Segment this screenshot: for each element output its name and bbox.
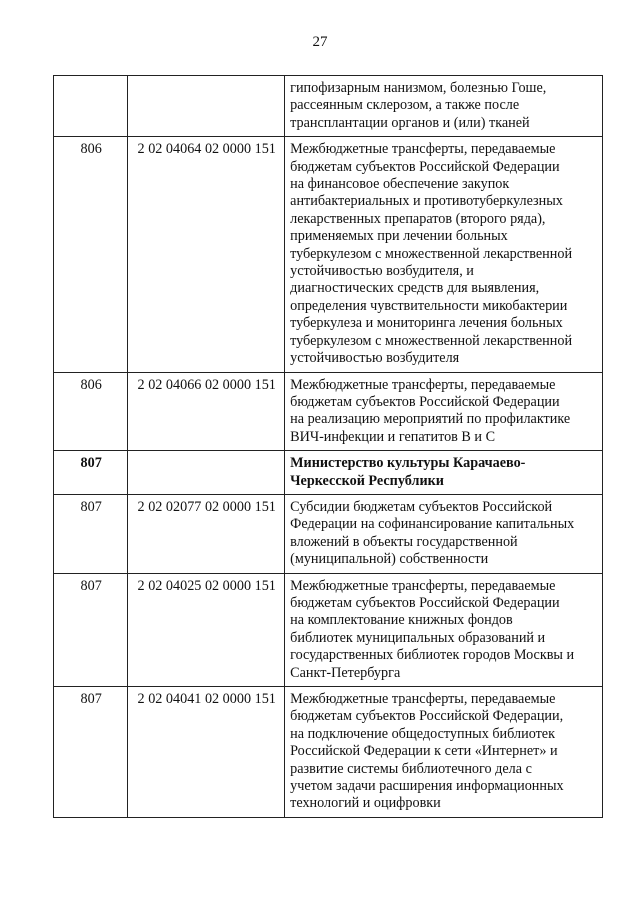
description-line: Федерации на софинансирование капитальных bbox=[290, 516, 575, 533]
description-line: устойчивостью возбудителя bbox=[290, 350, 460, 367]
table-row bbox=[54, 687, 603, 818]
page-number: 27 bbox=[312, 34, 328, 50]
budget-classification-code-cell: 2 02 02077 02 0000 151 bbox=[128, 494, 285, 573]
admin-code-cell: 807 bbox=[54, 687, 128, 818]
admin-code-cell: 807 bbox=[54, 451, 128, 495]
description-line: ВИЧ-инфекции и гепатитов В и С bbox=[290, 428, 496, 445]
description-line: туберкулеза и мониторинга лечения больных bbox=[290, 315, 563, 332]
budget-classification-code-cell bbox=[128, 76, 285, 137]
description-line: лекарственных препаратов (второго ряда), bbox=[290, 210, 546, 227]
admin-code-cell bbox=[54, 76, 128, 137]
description-cell bbox=[285, 451, 603, 495]
admin-code-cell: 806 bbox=[54, 137, 128, 372]
description-line: на реализацию мероприятий по профилактике bbox=[290, 411, 571, 428]
description-line: трансплантации органов и (или) тканей bbox=[290, 114, 530, 131]
description-line: Министерство культуры Карачаево- bbox=[290, 455, 526, 472]
description-line: диагностических средств для выявления, bbox=[290, 280, 540, 297]
budget-classification-code-cell: 2 02 04025 02 0000 151 bbox=[128, 573, 285, 686]
description-line: Межбюджетные трансферты, передаваемые bbox=[290, 141, 556, 158]
description-line: развитие системы библиотечного дела с bbox=[290, 760, 532, 777]
table-row bbox=[54, 494, 603, 573]
description-line: на финансовое обеспечение закупок bbox=[290, 176, 510, 193]
description-cell bbox=[285, 137, 603, 372]
description-cell bbox=[285, 687, 603, 818]
description-line: гипофизарным нанизмом, болезнью Гоше, bbox=[290, 80, 547, 96]
description-line: библиотек муниципальных образований и bbox=[290, 629, 546, 646]
description-line: бюджетам субъектов Российской Федерации bbox=[290, 158, 560, 175]
description-cell bbox=[285, 573, 603, 686]
budget-classification-code-cell bbox=[128, 451, 285, 495]
description-line: туберкулезом с множественной лекарственной bbox=[290, 245, 573, 262]
description-line: определения чувствительности микобактерии bbox=[290, 297, 568, 314]
description-line: государственных библиотек городов Москвы и bbox=[290, 647, 575, 664]
description-line: Черкесской Республики bbox=[290, 472, 444, 489]
description-line: вложений в объекты государственной bbox=[290, 533, 518, 550]
description-cell bbox=[285, 372, 603, 451]
description-cell bbox=[285, 76, 603, 137]
description-line: рассеянным склерозом, а также после bbox=[290, 97, 520, 114]
description-line: на комплектование книжных фондов bbox=[290, 612, 513, 629]
budget-classification-code-cell: 2 02 04066 02 0000 151 bbox=[128, 372, 285, 451]
description-line: технологий и оцифровки bbox=[290, 795, 441, 812]
table-body bbox=[54, 76, 603, 818]
description-line: на подключение общедоступных библиотек bbox=[290, 725, 555, 742]
admin-code-cell: 806 bbox=[54, 372, 128, 451]
budget-codes-table bbox=[53, 75, 603, 818]
description-line: Межбюджетные трансферты, передаваемые bbox=[290, 577, 556, 594]
table-row bbox=[54, 76, 603, 137]
description-line: (муниципальной) собственности bbox=[290, 551, 489, 568]
description-line: Санкт-Петербурга bbox=[290, 664, 401, 681]
description-line: бюджетам субъектов Российской Федерации bbox=[290, 594, 560, 611]
table-row bbox=[54, 573, 603, 686]
table-row bbox=[54, 137, 603, 372]
budget-classification-code-cell: 2 02 04041 02 0000 151 bbox=[128, 687, 285, 818]
description-line: бюджетам субъектов Российской Федерации, bbox=[290, 708, 564, 725]
table-row bbox=[54, 451, 603, 495]
description-cell bbox=[285, 494, 603, 573]
description-line: устойчивостью возбудителя, и bbox=[290, 263, 474, 280]
admin-code-cell: 807 bbox=[54, 573, 128, 686]
description-line: бюджетам субъектов Российской Федерации bbox=[290, 393, 560, 410]
budget-classification-code-cell: 2 02 04064 02 0000 151 bbox=[128, 137, 285, 372]
description-line: применяемых при лечении больных bbox=[290, 228, 508, 245]
description-line: Российской Федерации к сети «Интернет» и bbox=[290, 743, 558, 760]
admin-code-cell: 807 bbox=[54, 494, 128, 573]
description-line: учетом задачи расширения информационных bbox=[290, 778, 564, 795]
table-row bbox=[54, 372, 603, 451]
description-line: антибактериальных и противотуберкулезных bbox=[290, 193, 563, 210]
description-line: Межбюджетные трансферты, передаваемые bbox=[290, 691, 556, 707]
description-line: туберкулезом с множественной лекарственной bbox=[290, 332, 573, 349]
description-line: Межбюджетные трансферты, передаваемые bbox=[290, 376, 556, 393]
description-line: Субсидии бюджетам субъектов Российской bbox=[290, 498, 553, 515]
